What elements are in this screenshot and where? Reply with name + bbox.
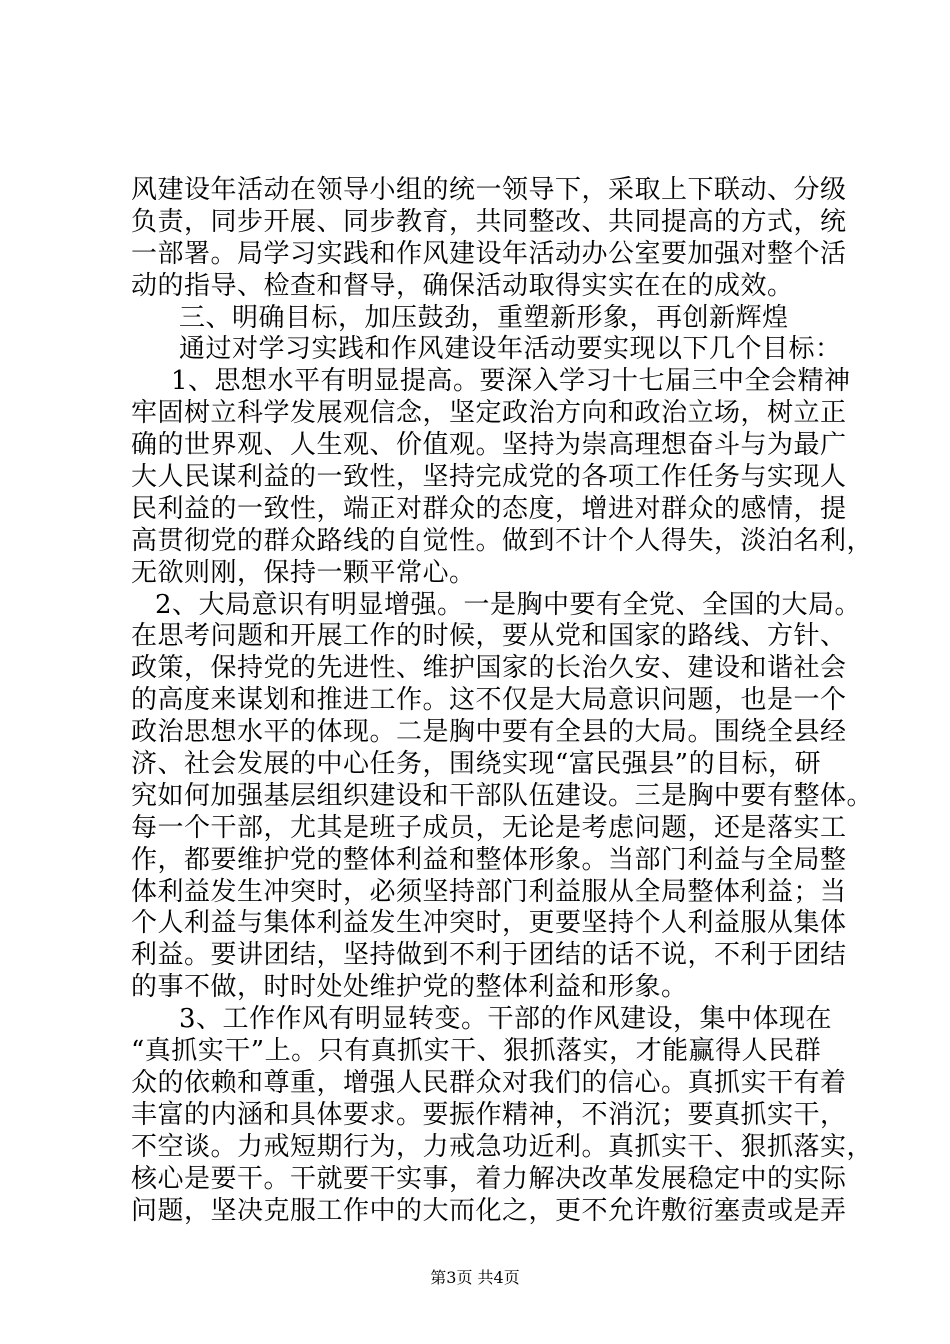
text-line: 问题，坚决克服工作中的大而化之，更不允许敷衍塞责或是弄 — [131, 1195, 847, 1226]
text-line: 作，都要维护党的整体利益和整体形象。当部门利益与全局整 — [131, 844, 847, 875]
body-text — [131, 175, 874, 1227]
text-line: 每一个干部，尤其是班子成员，无论是考虑问题，还是落实工 — [131, 812, 847, 843]
text-line: 究如何加强基层组织建设和干部队伍建设。三是胸中要有整体。 — [131, 780, 874, 811]
page-number: 第3页 共4页 — [430, 1268, 520, 1287]
text-line: 不空谈。力戒短期行为，力戒急功近利。真抓实干、狠抓落实， — [131, 1131, 874, 1162]
text-line: 济、社会发展的中心任务，围绕实现“富民强县”的目标，研 — [131, 749, 822, 780]
text-line: “真抓实干”上。只有真抓实干、狠抓落实，才能赢得人民群 — [131, 1036, 822, 1067]
text-line: 牢固树立科学发展观信念，坚定政治方向和政治立场，树立正 — [131, 398, 847, 429]
text-line: 一部署。局学习实践和作风建设年活动办公室要加强对整个活 — [131, 238, 847, 269]
text-line: 2、大局意识有明显增强。一是胸中要有全党、全国的大局。 — [155, 589, 862, 620]
text-line: 负责，同步开展、同步教育，共同整改、共同提高的方式，统 — [131, 206, 847, 237]
text-line: 的高度来谋划和推进工作。这不仅是大局意识问题，也是一个 — [131, 685, 847, 716]
text-line: 高贯彻党的群众路线的自觉性。做到不计个人得失，淡泊名利， — [131, 525, 874, 556]
text-line: 政治思想水平的体现。二是胸中要有全县的大局。围绕全县经 — [131, 717, 847, 748]
text-line: 民利益的一致性，端正对群众的态度，增进对群众的感情，提 — [131, 493, 847, 524]
text-line: 在思考问题和开展工作的时候，要从党和国家的路线、方针、 — [131, 621, 847, 652]
text-line: 1、思想水平有明显提高。要深入学习十七届三中全会精神 — [171, 366, 851, 397]
text-line: 确的世界观、人生观、价值观。坚持为崇高理想奋斗与为最广 — [131, 430, 847, 461]
text-line: 利益。要讲团结，坚持做到不利于团结的话不说，不利于团结 — [131, 940, 847, 971]
text-line: 丰富的内涵和具体要求。要振作精神，不消沉；要真抓实干， — [131, 1099, 847, 1130]
text-line: 风建设年活动在领导小组的统一领导下，采取上下联动、分级 — [131, 175, 847, 205]
text-line: 体利益发生冲突时，必须坚持部门利益服从全局整体利益；当 — [131, 876, 847, 907]
text-line: 的事不做，时时处处维护党的整体利益和形象。 — [131, 972, 688, 1003]
text-line: 大人民谋利益的一致性，坚持完成党的各项工作任务与实现人 — [131, 462, 847, 493]
text-line: 动的指导、检查和督导，确保活动取得实实在在的成效。 — [131, 270, 794, 301]
text-line: 无欲则刚，保持一颗平常心。 — [131, 557, 476, 588]
text-line: 核心是要干。干就要干实事，着力解决改革发展稳定中的实际 — [131, 1163, 847, 1194]
text-line: 众的依赖和尊重，增强人民群众对我们的信心。真抓实干有着 — [131, 1067, 847, 1098]
text-line: 个人利益与集体利益发生冲突时，更要坚持个人利益服从集体 — [131, 908, 847, 939]
text-line: 政策，保持党的先进性、维护国家的长治久安、建设和谐社会 — [131, 653, 847, 684]
text-line: 通过对学习实践和作风建设年活动要实现以下几个目标： — [179, 334, 842, 365]
section-heading: 三、明确目标，加压鼓劲，重塑新形象，再创新辉煌 — [179, 302, 789, 333]
text-line: 3、工作作风有明显转变。干部的作风建设，集中体现在 — [179, 1004, 833, 1035]
